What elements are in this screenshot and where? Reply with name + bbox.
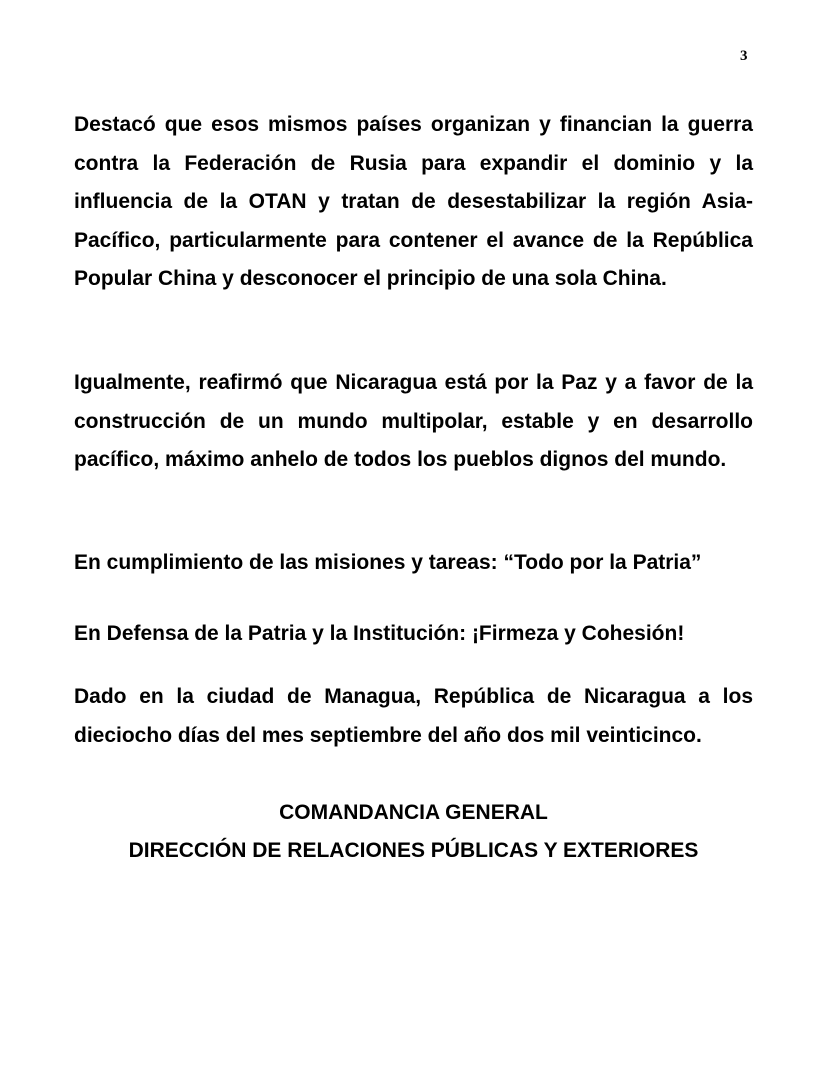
signature-block [74,794,753,870]
paragraph-geopolitics: Destacó que esos mismos países organizan y financian la guerra contra la Federación de Rusia para expandir el dominio y la influencia de la OTAN y tratan de desestabilizar la región Asia-Pacífico, particularmente para contener el avance de la República Popular China y desconocer el principio de una sola China. [74,113,753,290]
signature-line-directorate: DIRECCIÓN DE RELACIONES PÚBLICAS Y EXTERIORES [128,839,699,862]
paragraph-date-place: Dado en la ciudad de Managua, República de Nicaragua a los dieciocho días del mes septiembre del año dos mil veinticinco. [74,685,753,747]
signature-line-command: COMANDANCIA GENERAL [279,801,548,824]
paragraph-motto-patria: En cumplimiento de las misiones y tareas: “Todo por la Patria” [74,551,702,574]
paragraph-peace: Igualmente, reafirmó que Nicaragua está por la Paz y a favor de la construcción de un mundo multipolar, estable y en desarrollo pacífico, máximo anhelo de todos los pueblos dignos del mundo. [74,371,753,471]
page-number: 3 [740,48,748,64]
paragraph-motto-defensa: En Defensa de la Patria y la Institución: ¡Firmeza y Cohesión! [74,622,685,645]
